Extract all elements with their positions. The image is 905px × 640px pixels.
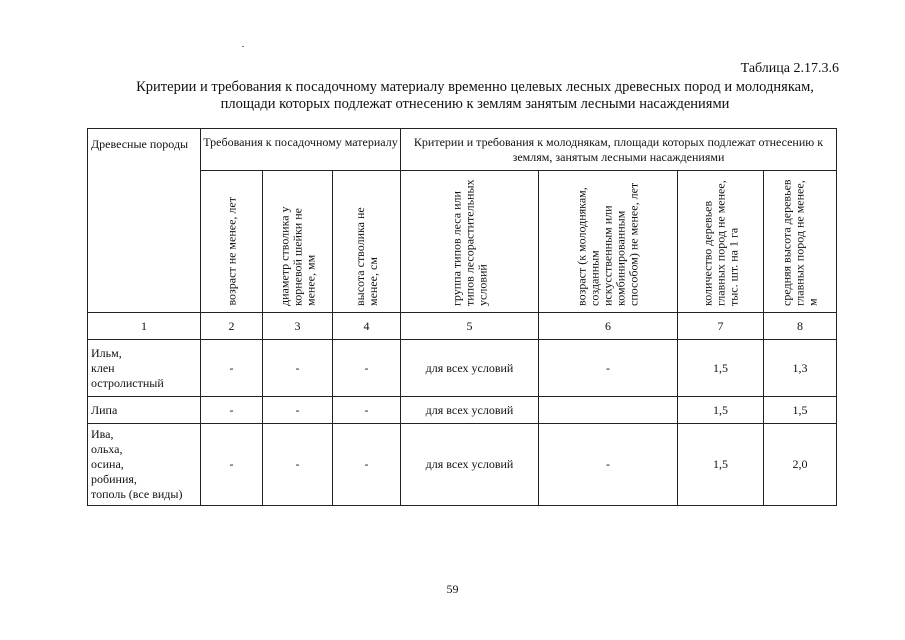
species-name: Ильм, [91, 345, 122, 360]
header-young-stands: Критерии и требования к молоднякам, площади которых подлежат отнесению к землям, занятым лесными насаждениями [401, 129, 837, 171]
table-cell: - [539, 424, 678, 506]
species-name: осина, [91, 457, 124, 471]
table-cell: 1,5 [678, 424, 764, 506]
table-row [88, 424, 837, 506]
header-col-5 [401, 171, 539, 313]
table-cell: - [201, 424, 263, 506]
header-col-6 [539, 171, 678, 313]
table-cell: 1,5 [678, 340, 764, 397]
table-cell: - [201, 340, 263, 397]
table-cell: 1,5 [678, 397, 764, 424]
table-cell: - [539, 340, 678, 397]
table-cell: - [263, 424, 333, 506]
header-col-3-text: диаметр стволика у корневой шейки не менее, мм [277, 206, 317, 306]
table-cell: - [263, 340, 333, 397]
col-number: 3 [263, 313, 333, 340]
scan-speck [242, 46, 244, 47]
table-cell: 2,0 [764, 424, 837, 506]
header-species: Древесные породы [88, 129, 201, 313]
table-cell: - [333, 340, 401, 397]
title-line-1: Критерии и требования к посадочному материалу временно целевых лесных древесных пород и молоднякам, [136, 79, 814, 95]
table-row [88, 340, 837, 397]
species-name: Липа [91, 402, 118, 417]
table-cell: для всех условий [401, 424, 539, 506]
table-number: Таблица 2.17.3.6 [740, 61, 839, 76]
header-col-4 [333, 171, 401, 313]
table-cell: - [263, 397, 333, 424]
table-cell: для всех условий [401, 397, 539, 424]
header-col-6-text: возраст (к молоднякам, созданным искусственным или комбинированным способом) не менее, лет [574, 182, 641, 306]
col-number: 7 [678, 313, 764, 340]
header-col-8 [764, 171, 837, 313]
requirements-table [87, 128, 837, 506]
header-col-8-text: средняя высота деревьев главных пород не менее, м [779, 179, 820, 306]
table-cell: для всех условий [401, 340, 539, 397]
col-number: 4 [333, 313, 401, 340]
header-planting-material: Требования к посадочному материалу [201, 129, 401, 171]
header-col-2-text: возраст не менее, лет [224, 197, 238, 306]
table-cell: - [333, 397, 401, 424]
col-number: 1 [88, 313, 201, 340]
title-line-2: площади которых подлежат отнесению к землям занятым лесными насаждениями [220, 96, 730, 112]
species-name: ольха, [91, 442, 123, 456]
col-number: 2 [201, 313, 263, 340]
table-cell: 1,5 [764, 397, 837, 424]
col-number: 5 [401, 313, 539, 340]
table-cell: - [333, 424, 401, 506]
species-name: Ива, [91, 427, 114, 441]
header-col-3 [263, 171, 333, 313]
species-name: робиния, [91, 472, 137, 486]
page-number: 59 [446, 582, 459, 596]
header-col-4-text: высота стволика не менее, см [352, 207, 380, 306]
species-name: клен [91, 360, 115, 375]
header-col-5-text: группа типов леса или типов лесорастительных условий [449, 179, 489, 306]
table-cell: 1,3 [764, 340, 837, 397]
col-number: 6 [539, 313, 678, 340]
table-title [110, 79, 840, 113]
header-col-2 [201, 171, 263, 313]
header-col-7 [678, 171, 764, 313]
table-cell: - [201, 397, 263, 424]
header-col-7-text: количество деревьев главных пород не менее, тыс. шт. на 1 га [700, 180, 740, 306]
species-name: остролистный [91, 375, 164, 390]
table-cell [539, 397, 678, 424]
species-cell [88, 397, 201, 424]
column-number-row [88, 313, 837, 340]
species-cell [88, 424, 201, 506]
species-name: тополь (все виды) [91, 487, 183, 501]
species-cell [88, 340, 201, 397]
table-row [88, 397, 837, 424]
col-number: 8 [764, 313, 837, 340]
